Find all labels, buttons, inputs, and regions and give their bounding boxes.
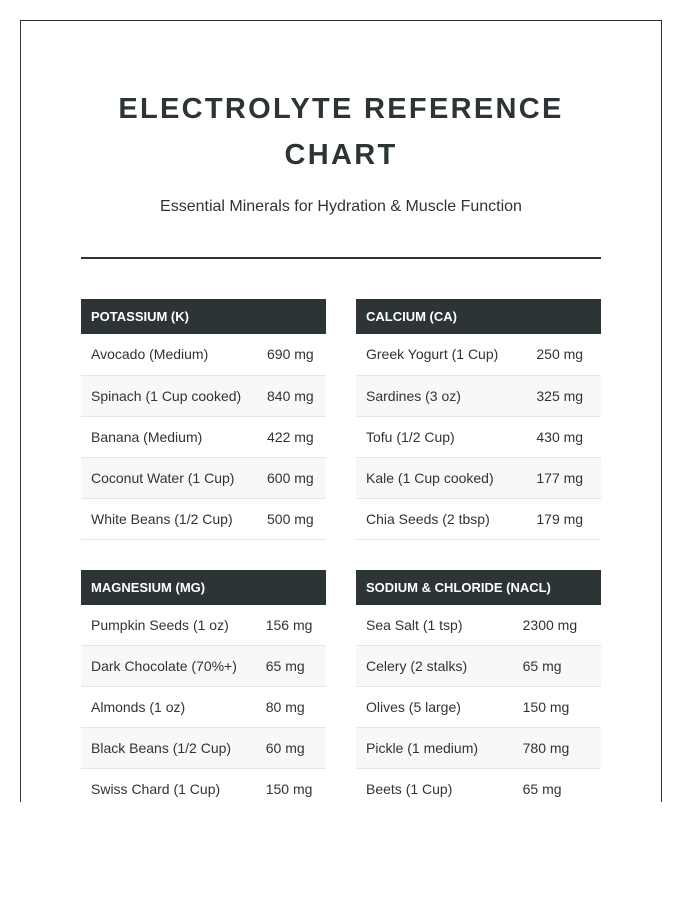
food-amount: 780 mg: [513, 728, 601, 769]
food-name: White Beans (1/2 Cup): [81, 498, 257, 539]
food-amount: 500 mg: [257, 498, 326, 539]
food-amount: 250 mg: [526, 334, 601, 375]
table-row: [356, 334, 601, 375]
food-amount: 156 mg: [256, 605, 326, 646]
table-row: [356, 687, 601, 728]
calcium-table: [356, 299, 601, 540]
table-heading: CALCIUM (CA): [356, 299, 601, 334]
food-amount: 60 mg: [256, 728, 326, 769]
food-name: Avocado (Medium): [81, 334, 257, 375]
food-name: Kale (1 Cup cooked): [356, 457, 526, 498]
food-amount: 65 mg: [513, 646, 601, 687]
food-amount: 690 mg: [257, 334, 326, 375]
food-amount: 325 mg: [526, 375, 601, 416]
table-row: [356, 728, 601, 769]
table-row: [356, 457, 601, 498]
food-amount: 600 mg: [257, 457, 326, 498]
table-row: [81, 605, 326, 646]
food-name: Olives (5 large): [356, 687, 513, 728]
food-amount: 430 mg: [526, 416, 601, 457]
table-row: [356, 498, 601, 539]
table-row: [356, 646, 601, 687]
food-amount: 2300 mg: [513, 605, 601, 646]
food-amount: 840 mg: [257, 375, 326, 416]
food-name: Black Beans (1/2 Cup): [81, 728, 256, 769]
food-name: Coconut Water (1 Cup): [81, 457, 257, 498]
chart-content: [81, 21, 601, 802]
food-name: Sardines (3 oz): [356, 375, 526, 416]
food-amount: 179 mg: [526, 498, 601, 539]
table-row: [81, 498, 326, 539]
table-row: [356, 769, 601, 803]
food-name: Pumpkin Seeds (1 oz): [81, 605, 256, 646]
magnesium-table: [81, 570, 326, 803]
table-row: [356, 605, 601, 646]
food-name: Spinach (1 Cup cooked): [81, 375, 257, 416]
food-amount: 80 mg: [256, 687, 326, 728]
food-amount: 65 mg: [513, 769, 601, 803]
table-row: [81, 687, 326, 728]
table-heading: SODIUM & CHLORIDE (NACL): [356, 570, 601, 605]
food-name: Swiss Chard (1 Cup): [81, 769, 256, 803]
table-heading: MAGNESIUM (MG): [81, 570, 326, 605]
table-row: [81, 457, 326, 498]
table-row: [81, 334, 326, 375]
table-heading: POTASSIUM (K): [81, 299, 326, 334]
food-name: Sea Salt (1 tsp): [356, 605, 513, 646]
food-name: Tofu (1/2 Cup): [356, 416, 526, 457]
chart-card: [20, 20, 662, 802]
food-name: Celery (2 stalks): [356, 646, 513, 687]
table-row: [81, 769, 326, 803]
food-amount: 422 mg: [257, 416, 326, 457]
table-row: [81, 728, 326, 769]
table-row: [81, 646, 326, 687]
food-amount: 65 mg: [256, 646, 326, 687]
table-row: [356, 375, 601, 416]
food-amount: 150 mg: [513, 687, 601, 728]
table-row: [81, 416, 326, 457]
food-amount: 177 mg: [526, 457, 601, 498]
food-name: Pickle (1 medium): [356, 728, 513, 769]
food-name: Banana (Medium): [81, 416, 257, 457]
food-name: Dark Chocolate (70%+): [81, 646, 256, 687]
table-row: [356, 416, 601, 457]
page-title: ELECTROLYTE REFERENCE CHART: [118, 93, 564, 171]
food-name: Beets (1 Cup): [356, 769, 513, 803]
food-amount: 150 mg: [256, 769, 326, 803]
mineral-tables-grid: [81, 299, 601, 802]
table-row: [81, 375, 326, 416]
title-divider: [81, 257, 601, 259]
food-name: Chia Seeds (2 tbsp): [356, 498, 526, 539]
food-name: Almonds (1 oz): [81, 687, 256, 728]
potassium-table: [81, 299, 326, 540]
page-subtitle: Essential Minerals for Hydration & Muscle Function: [160, 198, 522, 215]
food-name: Greek Yogurt (1 Cup): [356, 334, 526, 375]
sodium-chloride-table: [356, 570, 601, 803]
